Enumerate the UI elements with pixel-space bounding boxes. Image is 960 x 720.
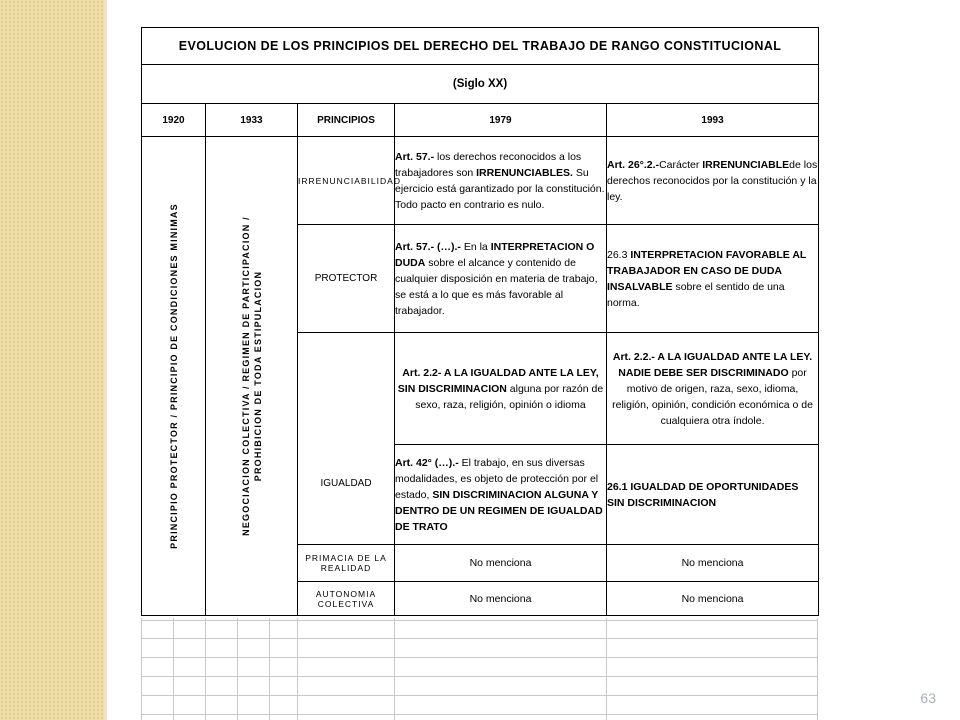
left-decorative-stripe xyxy=(0,0,104,720)
table-title: EVOLUCION DE LOS PRINCIPIOS DEL DERECHO DEL TRABAJO DE RANGO CONSTITUCIONAL xyxy=(142,28,819,65)
bold-text: SIN DISCRIMINACION ALGUNA Y DENTRO DE UN REGIMEN DE IGUALDAD DE TRATO xyxy=(395,488,603,533)
bold-text: Art. 2.2- A LA IGUALDAD ANTE LA LEY, SIN DISCRIMINACION xyxy=(397,366,599,395)
grid-line xyxy=(141,618,142,720)
autonomia-1993: No menciona xyxy=(607,582,819,616)
bold-text: IRRENUNCIABLES. xyxy=(476,166,573,179)
principle-autonomia: AUTONOMIA COLECTIVA xyxy=(298,582,395,616)
table-subtitle: (Siglo XX) xyxy=(142,65,819,104)
vertical-text-1933 xyxy=(240,216,264,536)
text: alguna por razón de sexo, raza, religión, opinión o idioma xyxy=(415,382,604,411)
irrenunciabilidad-1979 xyxy=(395,137,607,225)
text: sobre el alcance y contenido de cualquier disposición en materia de trabajo, se está a lo que es más favorable al trabajador. xyxy=(395,256,598,317)
grid-line xyxy=(141,714,818,715)
bold-text: Art. 57.- xyxy=(395,150,435,163)
header-1933: 1933 xyxy=(206,104,298,137)
col-1933-principles xyxy=(206,137,298,616)
grid-line xyxy=(205,618,206,720)
text: Su ejercicio está garantizado por la constitución. Todo pacto en contrario es nulo. xyxy=(395,166,605,211)
header-1979: 1979 xyxy=(395,104,607,137)
principle-irrenunciabilidad: IRRENUNCIABILIDAD xyxy=(298,137,395,225)
bold-text: Art. 42° (…).- xyxy=(395,456,459,469)
vertical-1933-line2: PROHIBICION DE TODA ESTIPULACION xyxy=(252,270,263,482)
text: El trabajo, en sus diversas modalidades, es objeto de protección por el estado, xyxy=(395,456,599,501)
principle-igualdad: IGUALDAD xyxy=(298,333,395,545)
principle-protector: PROTECTOR xyxy=(298,225,395,333)
igualdad-1979-b xyxy=(395,445,607,545)
bold-text: INTERPRETACION O DUDA xyxy=(395,240,595,269)
header-principios: PRINCIPIOS xyxy=(298,104,395,137)
text: Carácter xyxy=(659,158,703,171)
grid-line xyxy=(394,618,395,720)
text: En la xyxy=(460,240,491,253)
bold-text: IRRENUNCIABLE xyxy=(702,158,790,171)
grid-line xyxy=(237,618,238,720)
igualdad-1993-a xyxy=(607,333,819,445)
igualdad-1979-a xyxy=(395,333,607,445)
bold-text: INTERPRETACION FAVORABLE AL TRABAJADOR EN CASO DE DUDA INSALVABLE xyxy=(607,248,807,293)
text: de los derechos reconocidos por la constitución y la ley. xyxy=(607,158,818,203)
protector-1993 xyxy=(607,225,819,333)
stripe-edge xyxy=(104,0,107,720)
protector-1979 xyxy=(395,225,607,333)
text: 26.3 xyxy=(607,248,631,261)
page-number: 63 xyxy=(920,690,936,706)
bold-text: Art. 2.2.- A LA IGUALDAD ANTE LA LEY. NADIE DEBE SER DISCRIMINADO xyxy=(612,350,813,379)
header-1920: 1920 xyxy=(142,104,206,137)
grid-line xyxy=(606,618,607,720)
bold-text: Art. 26°.2.- xyxy=(607,158,660,171)
spreadsheet-gridlines xyxy=(141,618,818,720)
autonomia-1979: No menciona xyxy=(395,582,607,616)
bold-text: 26.1 IGUALDAD DE OPORTUNIDADES SIN DISCRIMINACION xyxy=(607,480,799,509)
text: sobre el sentido de una norma. xyxy=(607,280,785,309)
grid-line xyxy=(141,657,818,658)
irrenunciabilidad-1993 xyxy=(607,137,819,225)
text: por motivo de origen, raza, sexo, idioma, religión, opinión, condición económica o de cualquiera otra índole. xyxy=(612,366,813,427)
text: los derechos reconocidos a los trabajadores son xyxy=(395,150,582,179)
vertical-text-1920: PRINCIPIO PROTECTOR / PRINCIPIO DE CONDICIONES MINIMAS xyxy=(168,203,179,549)
evolution-table xyxy=(141,27,819,616)
primacia-1979: No menciona xyxy=(395,545,607,582)
header-1993: 1993 xyxy=(607,104,819,137)
primacia-1993: No menciona xyxy=(607,545,819,582)
igualdad-1993-b xyxy=(607,445,819,545)
principle-primacia: PRIMACIA DE LA REALIDAD xyxy=(298,545,395,582)
grid-line xyxy=(269,618,270,720)
bold-text: Art. 57.- (…).- xyxy=(395,240,461,253)
grid-line xyxy=(141,620,818,621)
grid-line xyxy=(141,638,818,639)
grid-line xyxy=(141,676,818,677)
grid-line xyxy=(141,695,818,696)
col-1920-principles xyxy=(142,137,206,616)
grid-line xyxy=(297,618,298,720)
vertical-1933-line1: NEGOCIACION COLECTIVA / REGIMEN DE PARTICIPACION / xyxy=(240,216,251,536)
grid-line xyxy=(817,618,818,720)
grid-line xyxy=(173,618,174,720)
